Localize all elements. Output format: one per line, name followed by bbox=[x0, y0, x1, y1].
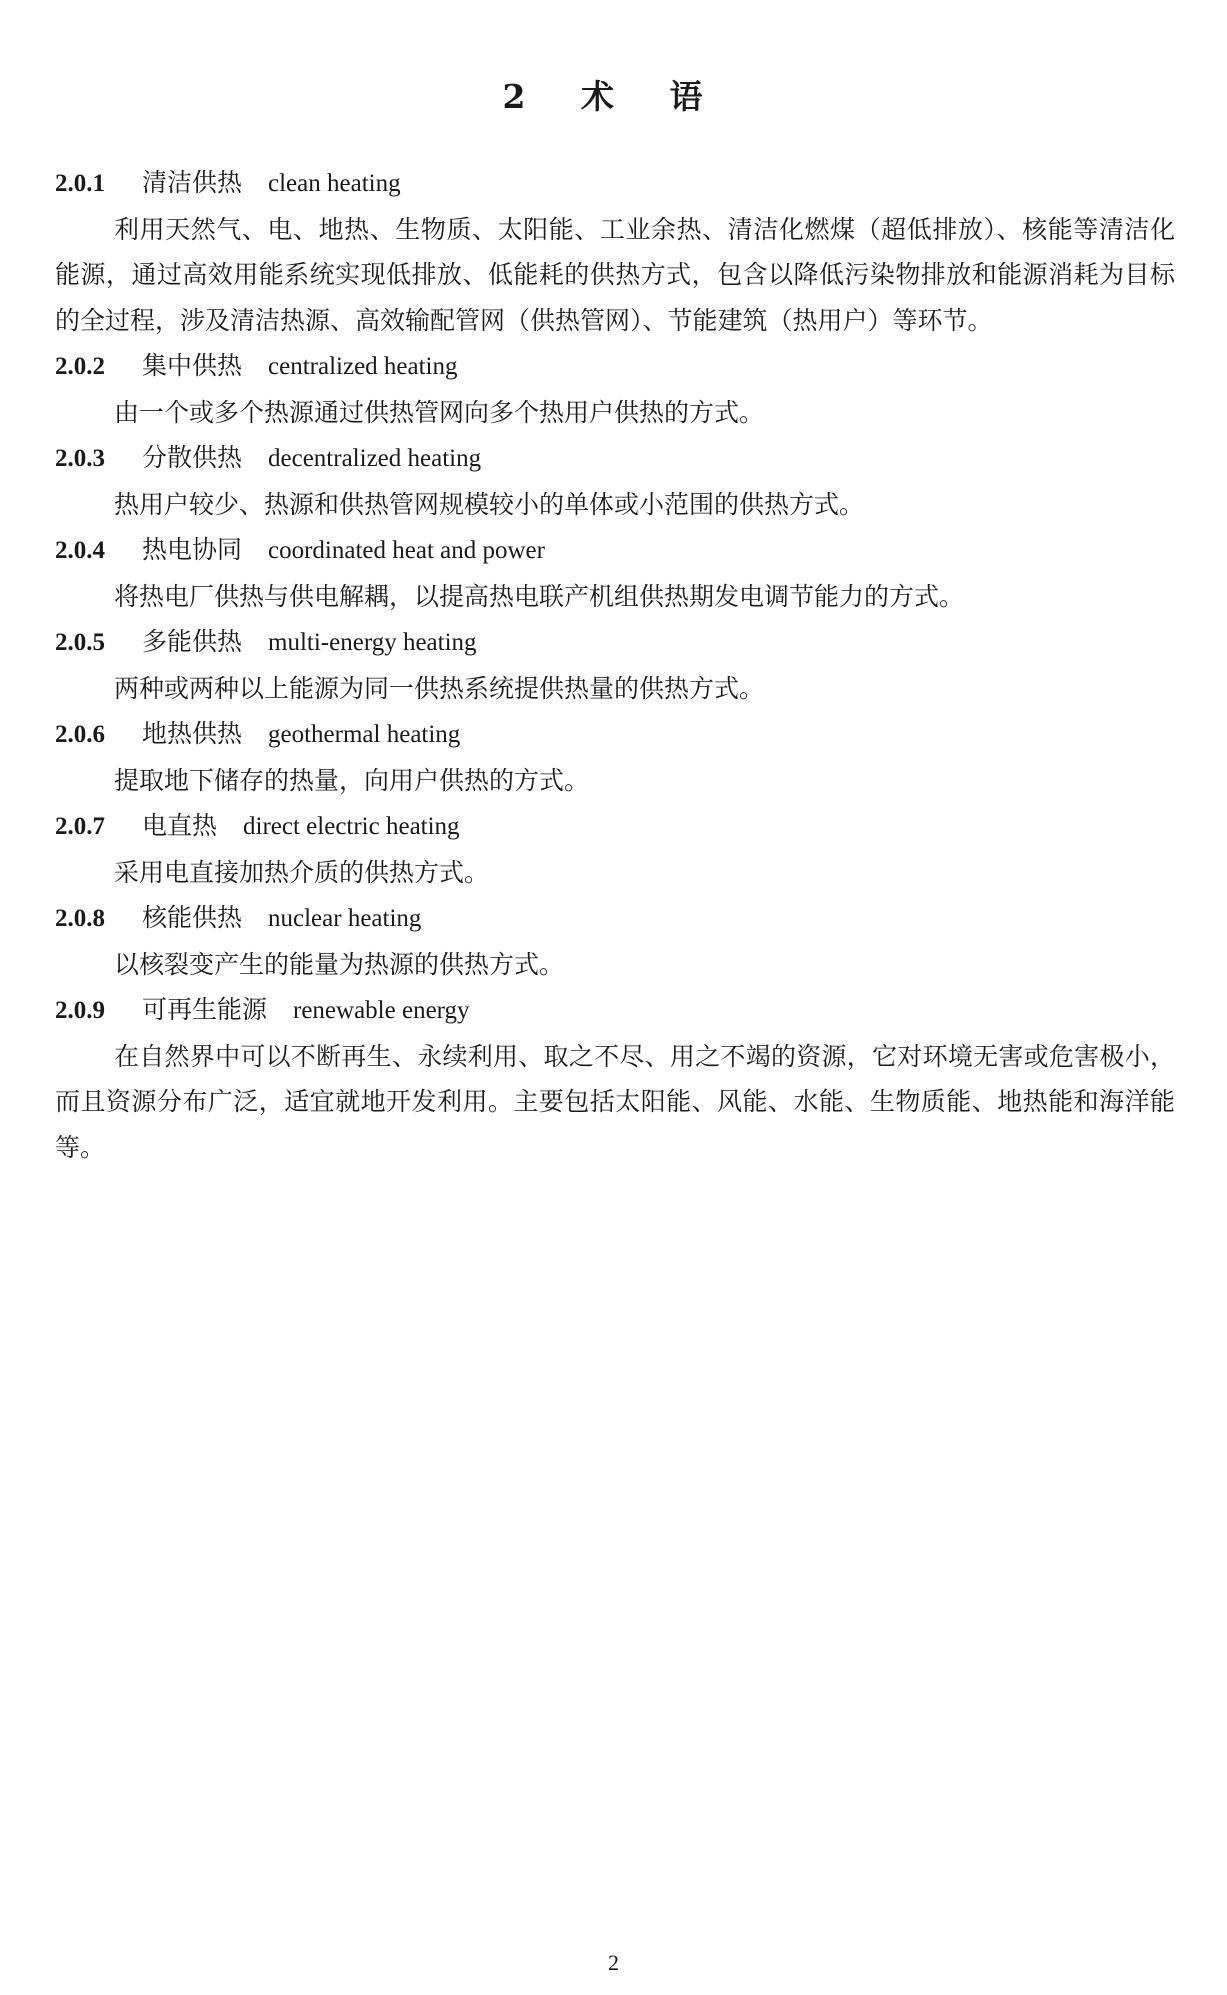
term-heading bbox=[55, 527, 1175, 574]
term-heading bbox=[55, 435, 1175, 482]
term-chinese-name: 核能供热 bbox=[142, 903, 243, 932]
term-entry bbox=[55, 711, 1175, 803]
term-english-name: coordinated heat and power bbox=[268, 537, 545, 564]
term-chinese-name: 集中供热 bbox=[142, 351, 243, 380]
term-number: 2.0.5 bbox=[55, 629, 105, 656]
term-definition: 热用户较少、热源和供热管网规模较小的单体或小范围的供热方式。 bbox=[114, 489, 865, 519]
term-heading bbox=[55, 343, 1175, 390]
term-entry bbox=[55, 619, 1175, 711]
term-definition: 以核裂变产生的能量为热源的供热方式。 bbox=[114, 949, 565, 979]
term-definition: 由一个或多个热源通过供热管网向多个热用户供热的方式。 bbox=[114, 397, 765, 427]
term-entry bbox=[55, 435, 1175, 527]
term-number: 2.0.1 bbox=[55, 170, 105, 197]
term-number: 2.0.9 bbox=[55, 997, 105, 1024]
term-english-name: renewable energy bbox=[293, 997, 470, 1024]
term-chinese-name: 地热供热 bbox=[142, 719, 243, 748]
term-entry bbox=[55, 160, 1175, 343]
term-chinese-name: 清洁供热 bbox=[142, 168, 243, 197]
term-definition: 利用天然气、电、地热、生物质、太阳能、工业余热、清洁化燃煤（超低排放）、核能等清洁化能源，通过高效用能系统实现低排放、低能耗的供热方式，包含以降低污染物排放和能源消耗为目标的全过程，涉及清洁热源、高效输配管网（供热管网）、节能建筑（热用户）等环节。 bbox=[55, 214, 1175, 335]
term-english-name: direct electric heating bbox=[243, 813, 460, 840]
term-number: 2.0.7 bbox=[55, 813, 105, 840]
term-heading bbox=[55, 895, 1175, 942]
term-chinese-name: 电直热 bbox=[142, 811, 218, 840]
term-entry bbox=[55, 527, 1175, 619]
term-chinese-name: 多能供热 bbox=[142, 627, 243, 656]
term-english-name: clean heating bbox=[268, 170, 401, 197]
term-definition: 在自然界中可以不断再生、永续利用、取之不尽、用之不竭的资源，它对环境无害或危害极小，而且资源分布广泛，适宜就地开发利用。主要包括太阳能、风能、水能、生物质能、地热能和海洋能等。 bbox=[55, 1041, 1175, 1162]
term-entry bbox=[55, 895, 1175, 987]
term-english-name: geothermal heating bbox=[268, 721, 461, 748]
terms-list bbox=[55, 160, 1175, 1170]
term-number: 2.0.6 bbox=[55, 721, 105, 748]
term-definition: 采用电直接加热介质的供热方式。 bbox=[114, 857, 490, 887]
term-chinese-name: 分散供热 bbox=[142, 443, 243, 472]
term-entry bbox=[55, 343, 1175, 435]
term-english-name: centralized heating bbox=[268, 353, 458, 380]
term-number: 2.0.8 bbox=[55, 905, 105, 932]
term-entry bbox=[55, 803, 1175, 895]
page-number: 2 bbox=[608, 1950, 619, 1975]
term-heading bbox=[55, 160, 1175, 207]
term-chinese-name: 可再生能源 bbox=[142, 995, 268, 1024]
term-definition: 将热电厂供热与供电解耦，以提高热电联产机组供热期发电调节能力的方式。 bbox=[114, 581, 965, 611]
term-heading bbox=[55, 987, 1175, 1034]
term-definition: 两种或两种以上能源为同一供热系统提供热量的供热方式。 bbox=[114, 673, 765, 703]
chapter-title: 2 术 语 bbox=[502, 77, 725, 116]
term-heading bbox=[55, 619, 1175, 666]
term-heading bbox=[55, 803, 1175, 850]
term-english-name: nuclear heating bbox=[268, 905, 422, 932]
term-definition: 提取地下储存的热量，向用户供热的方式。 bbox=[114, 765, 590, 795]
term-entry bbox=[55, 987, 1175, 1170]
term-heading bbox=[55, 711, 1175, 758]
term-english-name: decentralized heating bbox=[268, 445, 482, 472]
term-number: 2.0.4 bbox=[55, 537, 105, 564]
term-chinese-name: 热电协同 bbox=[142, 535, 243, 564]
term-number: 2.0.2 bbox=[55, 353, 105, 380]
term-english-name: multi-energy heating bbox=[268, 629, 477, 656]
term-number: 2.0.3 bbox=[55, 445, 105, 472]
